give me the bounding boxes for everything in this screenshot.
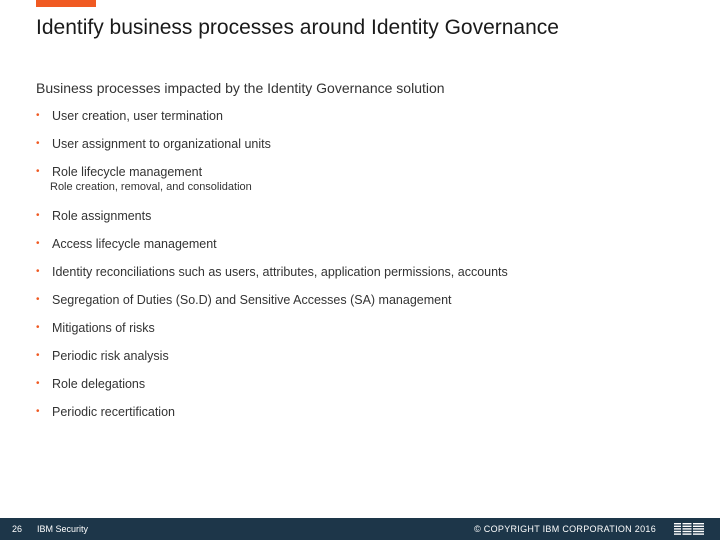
intro-text: Business processes impacted by the Identity Governance solution xyxy=(36,80,445,96)
bullet-item xyxy=(36,136,696,152)
page-number: 26 xyxy=(12,524,23,534)
bullet-text: Mitigations of risks xyxy=(52,321,155,335)
bullet-dot-icon: • xyxy=(36,138,40,149)
bullet-item xyxy=(36,264,696,280)
bullet-dot-icon: • xyxy=(36,238,40,249)
bullet-item xyxy=(36,348,696,364)
bullet-text: Periodic risk analysis xyxy=(52,349,169,363)
bullet-text: Role lifecycle management xyxy=(52,165,203,179)
copyright-text: © COPYRIGHT IBM CORPORATION 2016 xyxy=(474,524,656,534)
bullet-dot-icon: • xyxy=(36,110,40,121)
accent-bar xyxy=(36,0,96,7)
bullet-list xyxy=(36,108,696,432)
bullet-text: Role assignments xyxy=(52,209,152,223)
bullet-text: Role delegations xyxy=(52,377,146,391)
bullet-text: User assignment to organizational units xyxy=(52,137,271,151)
slide-title: Identify business processes around Identity Governance xyxy=(36,16,559,39)
bullet-text: Identity reconciliations such as users, attributes, application permissions, accounts xyxy=(52,265,508,279)
bullet-text: User creation, user termination xyxy=(52,109,223,123)
bullet-item xyxy=(36,208,696,224)
footer-bar xyxy=(0,518,720,540)
bullet-item xyxy=(36,108,696,124)
bullet-dot-icon: • xyxy=(36,322,40,333)
bullet-item xyxy=(36,236,696,252)
bullet-dot-icon: • xyxy=(36,266,40,277)
bullet-dot-icon: • xyxy=(36,210,40,221)
bullet-item xyxy=(36,376,696,392)
bullet-item xyxy=(36,164,696,194)
bullet-dot-icon: • xyxy=(36,166,40,177)
bullet-dot-icon: • xyxy=(36,294,40,305)
bullet-text: Periodic recertification xyxy=(52,405,175,419)
bullet-item xyxy=(36,404,696,420)
bullet-item xyxy=(36,320,696,336)
bullet-dot-icon: • xyxy=(36,406,40,417)
bullet-dot-icon: • xyxy=(36,350,40,361)
ibm-logo-icon xyxy=(674,522,704,536)
bullet-text: Segregation of Duties (So.D) and Sensitive Accesses (SA) management xyxy=(52,293,452,307)
bullet-item xyxy=(36,292,696,308)
bullet-subtext: Role creation, removal, and consolidation xyxy=(50,181,252,193)
bullet-dot-icon: • xyxy=(36,378,40,389)
bullet-text: Access lifecycle management xyxy=(52,237,217,251)
footer-brand: IBM Security xyxy=(37,524,89,534)
